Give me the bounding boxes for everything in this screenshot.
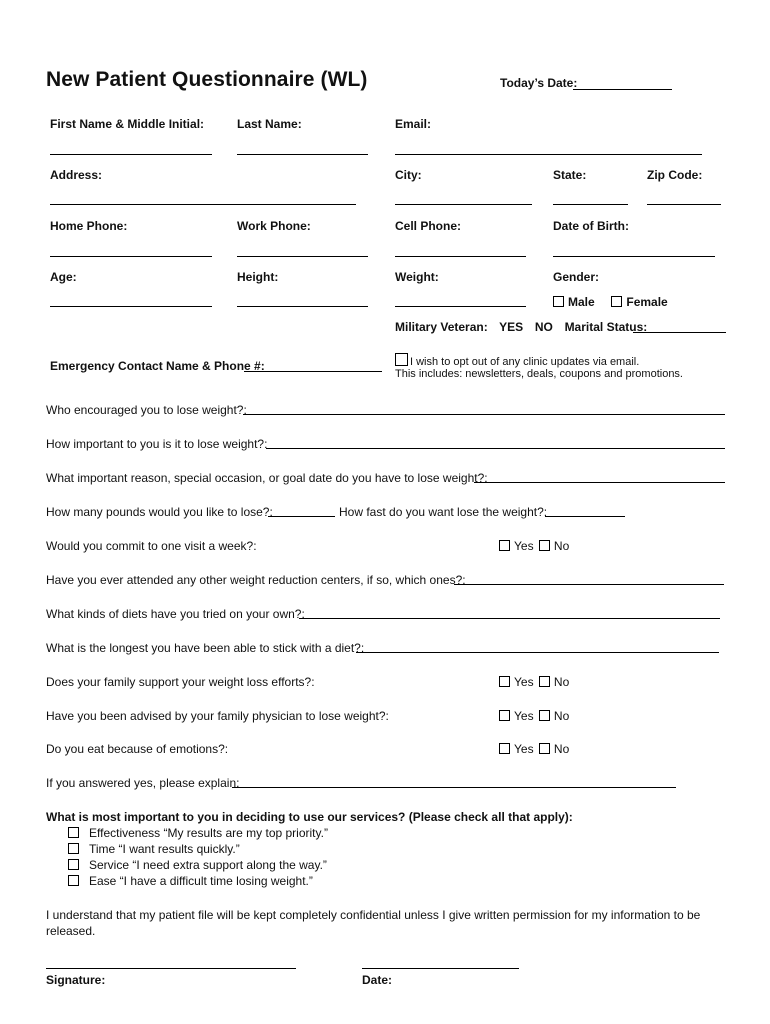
optout-label: I wish to opt out of any clinic updates via email. (410, 356, 640, 368)
question-family-support: Does your family support your weight loss efforts?: (46, 675, 315, 689)
physician-yes-checkbox[interactable] (499, 710, 510, 721)
answer-other-centers[interactable] (454, 584, 724, 585)
commit-yes-no (499, 539, 569, 553)
marital-status-label: Marital Status: (564, 320, 648, 334)
male-label: Male (568, 295, 595, 309)
family-support-no-checkbox[interactable] (539, 676, 550, 687)
emergency-contact-field[interactable] (244, 371, 382, 372)
service-label: Effectiveness “My results are my top priority.” (89, 826, 328, 840)
veteran-row (395, 320, 647, 334)
answer-longest-diet[interactable] (356, 652, 719, 653)
answer-speed[interactable] (545, 516, 625, 517)
answer-explain[interactable] (232, 787, 676, 788)
service-label: Time “I want results quickly.” (89, 842, 240, 856)
city-field[interactable] (395, 204, 532, 205)
emotions-no-checkbox[interactable] (539, 743, 550, 754)
service-checkbox[interactable] (68, 859, 79, 870)
marital-status-field[interactable] (633, 332, 726, 333)
question-diets-tried: What kinds of diets have you tried on your own?: (46, 607, 305, 621)
question-speed (339, 505, 547, 519)
yes-label: Yes (514, 539, 534, 553)
yes-label: Yes (514, 675, 534, 689)
question-commit: Would you commit to one visit a week?: (46, 539, 257, 553)
veteran-yes-option[interactable]: YES (499, 320, 524, 334)
todays-date-field[interactable] (573, 89, 672, 90)
email-label: Email: (395, 117, 432, 131)
emotions-yes-no (499, 742, 569, 756)
question-pounds (46, 505, 273, 519)
emergency-contact-label: Emergency Contact Name & Phone #: (50, 359, 265, 373)
weight-label: Weight: (395, 270, 439, 284)
question-explain: If you answered yes, please explain: (46, 776, 240, 790)
veteran-label: Military Veteran: (395, 320, 488, 334)
answer-pounds[interactable] (268, 516, 335, 517)
home-phone-label: Home Phone: (50, 219, 128, 233)
home-phone-field[interactable] (50, 256, 212, 257)
height-field[interactable] (237, 306, 368, 307)
time-checkbox[interactable] (68, 843, 79, 854)
question-text: How many pounds would you like to lose?: (46, 505, 273, 519)
physician-no-checkbox[interactable] (539, 710, 550, 721)
cell-phone-field[interactable] (395, 256, 526, 257)
email-field[interactable] (395, 154, 702, 155)
form-title: New Patient Questionnaire (WL) (46, 68, 368, 91)
service-label: Service “I need extra support along the way.” (89, 858, 327, 872)
effectiveness-checkbox[interactable] (68, 827, 79, 838)
question-text: Who encouraged you to lose weight?: (46, 403, 247, 417)
question-text: What important reason, special occasion, or goal date do you have to lose weight?: (46, 471, 488, 485)
signature-label: Signature: (46, 973, 106, 987)
date-label: Date: (362, 973, 393, 987)
city-label: City: (395, 168, 422, 182)
last-name-label: Last Name: (237, 117, 302, 131)
first-name-field[interactable] (50, 154, 212, 155)
services-heading: What is most important to you in deciding to use our services? (Please check all that apply): (46, 810, 573, 824)
question-physician: Have you been advised by your family physician to lose weight?: (46, 709, 389, 723)
physician-yes-no (499, 709, 569, 723)
confidentiality-statement: I understand that my patient file will be kept completely confidential unless I give written permission for my information to be released. (46, 908, 701, 938)
address-field[interactable] (50, 204, 356, 205)
question-importance (46, 437, 267, 451)
family-support-yes-checkbox[interactable] (499, 676, 510, 687)
ease-checkbox[interactable] (68, 875, 79, 886)
optout-note: This includes: newsletters, deals, coupons and promotions. (395, 368, 683, 380)
work-phone-field[interactable] (237, 256, 368, 257)
last-name-field[interactable] (237, 154, 368, 155)
question-emotions: Do you eat because of emotions?: (46, 742, 229, 756)
zip-field[interactable] (647, 204, 721, 205)
answer-reason[interactable] (474, 482, 725, 483)
date-field[interactable] (362, 968, 519, 969)
question-text: How fast do you want lose the weight?: (339, 505, 548, 519)
optout-checkbox[interactable] (395, 353, 408, 366)
zip-label: Zip Code: (647, 168, 703, 182)
service-option (68, 858, 327, 872)
service-option (68, 842, 240, 856)
service-label: Ease “I have a difficult time losing weight.” (89, 874, 313, 888)
cell-phone-label: Cell Phone: (395, 219, 462, 233)
address-label: Address: (50, 168, 103, 182)
veteran-no-option[interactable]: NO (534, 320, 553, 334)
no-label: No (553, 742, 570, 756)
dob-label: Date of Birth: (553, 219, 629, 233)
question-longest-diet: What is the longest you have been able to stick with a diet?: (46, 641, 365, 655)
answer-importance[interactable] (266, 448, 725, 449)
age-label: Age: (50, 270, 77, 284)
state-label: State: (553, 168, 587, 182)
question-other-centers: Have you ever attended any other weight reduction centers, if so, which ones?: (46, 573, 466, 587)
emotions-yes-checkbox[interactable] (499, 743, 510, 754)
female-checkbox[interactable] (611, 296, 622, 307)
service-option (68, 874, 313, 888)
first-name-label: First Name & Middle Initial: (50, 117, 205, 131)
height-label: Height: (237, 270, 279, 284)
no-label: No (553, 539, 570, 553)
family-support-yes-no (499, 675, 569, 689)
no-label: No (553, 675, 570, 689)
answer-diets-tried[interactable] (299, 618, 720, 619)
answer-encouraged[interactable] (243, 414, 725, 415)
no-label: No (553, 709, 570, 723)
commit-no-checkbox[interactable] (539, 540, 550, 551)
dob-field[interactable] (553, 256, 715, 257)
gender-label: Gender: (553, 270, 600, 284)
yes-label: Yes (514, 742, 534, 756)
service-option (68, 826, 328, 840)
todays-date-label: Today’s Date: (500, 76, 578, 90)
weight-field[interactable] (395, 306, 526, 307)
question-text: How important to you is it to lose weight?: (46, 437, 268, 451)
female-label: Female (626, 295, 668, 309)
yes-label: Yes (514, 709, 534, 723)
question-encouraged (46, 403, 247, 417)
gender-options (553, 295, 668, 309)
male-checkbox[interactable] (553, 296, 564, 307)
question-reason (46, 471, 488, 485)
commit-yes-checkbox[interactable] (499, 540, 510, 551)
work-phone-label: Work Phone: (237, 219, 311, 233)
optout-row (395, 353, 639, 368)
age-field[interactable] (50, 306, 212, 307)
signature-field[interactable] (46, 968, 296, 969)
state-field[interactable] (553, 204, 628, 205)
